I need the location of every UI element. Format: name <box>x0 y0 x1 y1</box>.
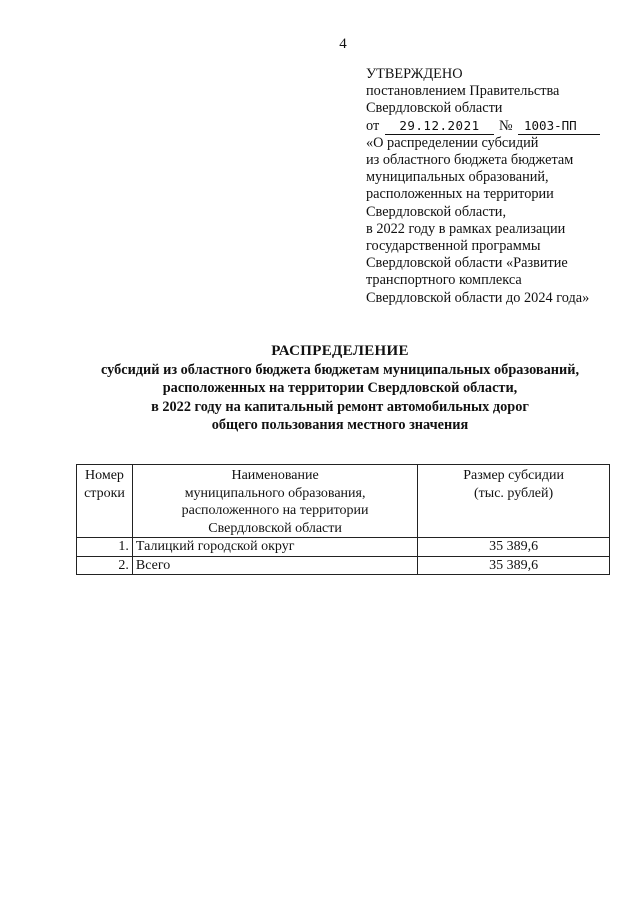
header-text: Размер субсидии <box>463 468 564 483</box>
number-prefix: № <box>499 117 513 134</box>
heading-line: общего пользования местного значения <box>211 417 469 433</box>
subject-line: из областного бюджета бюджетам <box>366 152 574 168</box>
header-text: муниципального образования, <box>184 485 366 501</box>
approval-date: 29.12.2021 <box>385 118 494 135</box>
approval-title: УТВЕРЖДЕНО <box>366 66 463 82</box>
header-text: Номер <box>85 468 124 483</box>
approval-number: 1003-ПП <box>518 118 600 135</box>
header-municipality-name <box>132 465 417 538</box>
page-number: 4 <box>339 36 347 52</box>
subject-line: муниципальных образований, <box>366 169 549 186</box>
heading-line: расположенных на территории Свердловской области, <box>162 380 518 396</box>
approval-block <box>366 66 626 307</box>
heading-line: в 2022 году на капитальный ремонт автомобильных дорог <box>151 398 529 415</box>
header-text: Наименование <box>231 468 319 483</box>
table-header-row <box>77 465 610 538</box>
subject-line: расположенных на территории <box>366 186 554 203</box>
approval-line: Свердловской области <box>366 100 503 117</box>
heading-title: РАСПРЕДЕЛЕНИЕ <box>271 343 409 359</box>
date-prefix: от <box>366 117 380 134</box>
header-text: расположенного на территории <box>181 503 369 518</box>
date-number-line <box>366 118 626 135</box>
subject-line: Свердловской области до 2024 года» <box>366 289 590 306</box>
municipality-name: Талицкий городской округ <box>132 538 417 557</box>
subject-line: «О распределении субсидий <box>366 134 539 151</box>
table-row <box>77 538 610 557</box>
subject-line: Свердловской области «Развитие <box>366 255 568 272</box>
subsidy-table <box>76 464 610 575</box>
subsidy-amount: 35 389,6 <box>418 556 610 575</box>
header-text: строки <box>84 485 125 501</box>
subject-line: Свердловской области, <box>366 203 507 220</box>
subject-line: государственной программы <box>366 238 541 255</box>
approval-line: постановлением Правительства <box>366 83 560 100</box>
header-row-number <box>77 465 133 538</box>
subject-line: в 2022 году в рамках реализации <box>366 220 566 237</box>
subject-line: транспортного комплекса <box>366 272 522 289</box>
subsidy-amount: 35 389,6 <box>418 538 610 557</box>
municipality-name: Всего <box>132 556 417 575</box>
header-subsidy-amount <box>418 465 610 538</box>
document-heading <box>40 342 640 435</box>
heading-line: субсидий из областного бюджета бюджетам муниципальных образований, <box>100 361 580 378</box>
header-text: (тыс. рублей) <box>474 485 554 501</box>
row-number: 1. <box>77 538 133 557</box>
table-row <box>77 556 610 575</box>
header-text: Свердловской области <box>208 520 342 536</box>
row-number: 2. <box>77 556 133 575</box>
